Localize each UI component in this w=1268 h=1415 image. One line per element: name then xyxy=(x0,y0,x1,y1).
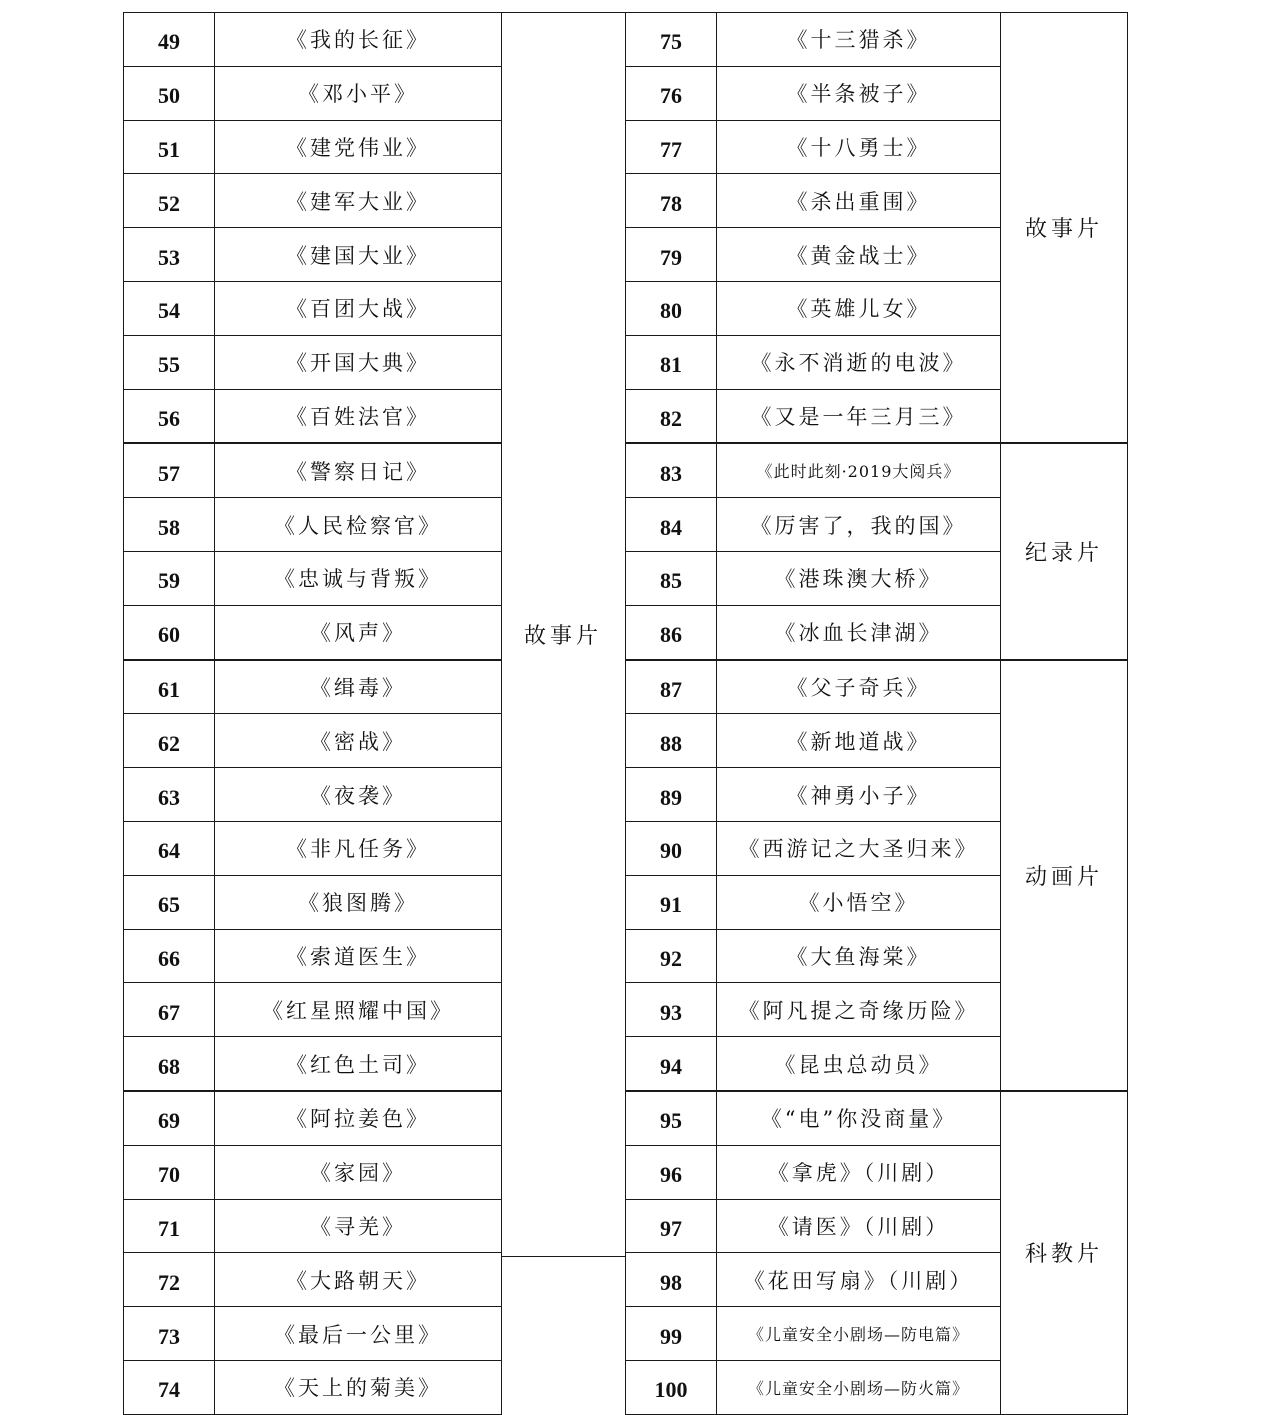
row-number: 55 xyxy=(124,335,215,389)
film-title: 《缉毒》 xyxy=(215,660,502,714)
film-title: 《冰血长津湖》 xyxy=(717,605,1001,659)
film-title: 《警察日记》 xyxy=(215,443,502,497)
table-row xyxy=(626,1091,1128,1145)
film-title: 《密战》 xyxy=(215,714,502,768)
row-number: 83 xyxy=(626,443,717,497)
row-number: 80 xyxy=(626,281,717,335)
table-row xyxy=(124,1253,502,1307)
row-number: 84 xyxy=(626,498,717,552)
table-row xyxy=(124,1360,502,1414)
category-documentary: 纪录片 xyxy=(1001,443,1128,659)
film-title: 《西游记之大圣归来》 xyxy=(717,821,1001,875)
film-title: 《父子奇兵》 xyxy=(717,660,1001,714)
row-number: 50 xyxy=(124,66,215,120)
film-title: 《杀出重围》 xyxy=(717,174,1001,228)
table-row xyxy=(124,174,502,228)
film-title: 《新地道战》 xyxy=(717,714,1001,768)
row-number: 68 xyxy=(124,1037,215,1091)
film-title: 《寻羌》 xyxy=(215,1199,502,1253)
table-row xyxy=(124,498,502,552)
film-title: 《拿虎》（川剧） xyxy=(717,1145,1001,1199)
table-row xyxy=(626,660,1128,714)
film-title: 《厉害了，我的国》 xyxy=(717,498,1001,552)
film-title: 《大鱼海棠》 xyxy=(717,929,1001,983)
film-title: 《建党伟业》 xyxy=(215,120,502,174)
row-number: 66 xyxy=(124,929,215,983)
table-row xyxy=(124,389,502,443)
row-number: 78 xyxy=(626,174,717,228)
film-title: 《我的长征》 xyxy=(215,13,502,67)
row-number: 85 xyxy=(626,551,717,605)
row-number: 81 xyxy=(626,335,717,389)
film-title: 《狼图腾》 xyxy=(215,875,502,929)
row-number: 97 xyxy=(626,1199,717,1253)
row-number: 57 xyxy=(124,443,215,497)
film-title: 《花田写扇》（川剧） xyxy=(717,1253,1001,1307)
table-row xyxy=(124,768,502,822)
table-row xyxy=(124,983,502,1037)
table-row xyxy=(124,821,502,875)
row-number: 49 xyxy=(124,13,215,67)
film-title: 《十三猎杀》 xyxy=(717,13,1001,67)
film-title: 《天上的菊美》 xyxy=(215,1360,502,1414)
row-number: 79 xyxy=(626,228,717,282)
row-number: 99 xyxy=(626,1307,717,1361)
category-story-left: 故事片 xyxy=(501,12,625,1257)
table-row xyxy=(124,281,502,335)
row-number: 91 xyxy=(626,875,717,929)
table-row xyxy=(124,929,502,983)
row-number: 52 xyxy=(124,174,215,228)
table-row xyxy=(124,1145,502,1199)
film-title: 《小悟空》 xyxy=(717,875,1001,929)
table-row xyxy=(124,13,502,67)
row-number: 70 xyxy=(124,1145,215,1199)
film-title: 《夜袭》 xyxy=(215,768,502,822)
film-title: 《百姓法官》 xyxy=(215,389,502,443)
table-row xyxy=(626,443,1128,497)
row-number: 75 xyxy=(626,13,717,67)
table-row xyxy=(124,228,502,282)
film-title: 《儿童安全小剧场—防电篇》 xyxy=(717,1307,1001,1361)
film-title: 《风声》 xyxy=(215,605,502,659)
row-number: 69 xyxy=(124,1091,215,1145)
film-title: 《此时此刻·2019大阅兵》 xyxy=(717,443,1001,497)
film-title: 《英雄儿女》 xyxy=(717,281,1001,335)
table-row xyxy=(124,551,502,605)
film-title: 《建军大业》 xyxy=(215,174,502,228)
row-number: 74 xyxy=(124,1360,215,1414)
table-row xyxy=(124,1091,502,1145)
film-title: 《索道医生》 xyxy=(215,929,502,983)
film-title: 《大路朝天》 xyxy=(215,1253,502,1307)
row-number: 67 xyxy=(124,983,215,1037)
row-number: 61 xyxy=(124,660,215,714)
film-title: 《阿拉姜色》 xyxy=(215,1091,502,1145)
film-title: 《昆虫总动员》 xyxy=(717,1037,1001,1091)
film-title: 《儿童安全小剧场—防火篇》 xyxy=(717,1360,1001,1414)
row-number: 62 xyxy=(124,714,215,768)
film-title: 《神勇小子》 xyxy=(717,768,1001,822)
row-number: 63 xyxy=(124,768,215,822)
film-title: 《十八勇士》 xyxy=(717,120,1001,174)
row-number: 56 xyxy=(124,389,215,443)
film-title: 《永不消逝的电波》 xyxy=(717,335,1001,389)
film-title: 《又是一年三月三》 xyxy=(717,389,1001,443)
table-row xyxy=(124,1307,502,1361)
table-row xyxy=(124,875,502,929)
film-title: 《半条被子》 xyxy=(717,66,1001,120)
row-number: 65 xyxy=(124,875,215,929)
row-number: 59 xyxy=(124,551,215,605)
film-title: 《红星照耀中国》 xyxy=(215,983,502,1037)
film-title: 《港珠澳大桥》 xyxy=(717,551,1001,605)
row-number: 88 xyxy=(626,714,717,768)
row-number: 77 xyxy=(626,120,717,174)
table-row xyxy=(124,1037,502,1091)
table-row xyxy=(124,66,502,120)
film-title: 《人民检察官》 xyxy=(215,498,502,552)
row-number: 87 xyxy=(626,660,717,714)
row-number: 58 xyxy=(124,498,215,552)
table-row xyxy=(124,605,502,659)
film-title: 《阿凡提之奇缘历险》 xyxy=(717,983,1001,1037)
table-row xyxy=(124,714,502,768)
row-number: 86 xyxy=(626,605,717,659)
table-row xyxy=(124,335,502,389)
film-table-right-body xyxy=(626,13,1128,1415)
table-row xyxy=(124,1199,502,1253)
row-number: 76 xyxy=(626,66,717,120)
film-title: 《非凡任务》 xyxy=(215,821,502,875)
film-title: 《邓小平》 xyxy=(215,66,502,120)
row-number: 53 xyxy=(124,228,215,282)
film-title: 《百团大战》 xyxy=(215,281,502,335)
row-number: 100 xyxy=(626,1360,717,1414)
film-table-left xyxy=(123,12,502,1415)
row-number: 82 xyxy=(626,389,717,443)
row-number: 54 xyxy=(124,281,215,335)
table-row xyxy=(626,13,1128,67)
row-number: 72 xyxy=(124,1253,215,1307)
film-title: 《开国大典》 xyxy=(215,335,502,389)
film-title: 《最后一公里》 xyxy=(215,1307,502,1361)
table-row xyxy=(124,443,502,497)
row-number: 89 xyxy=(626,768,717,822)
film-title: 《建国大业》 xyxy=(215,228,502,282)
row-number: 95 xyxy=(626,1091,717,1145)
row-number: 92 xyxy=(626,929,717,983)
table-row xyxy=(124,120,502,174)
film-title: 《红色土司》 xyxy=(215,1037,502,1091)
row-number: 93 xyxy=(626,983,717,1037)
category-animation: 动画片 xyxy=(1001,660,1128,1091)
film-title: 《家园》 xyxy=(215,1145,502,1199)
row-number: 60 xyxy=(124,605,215,659)
row-number: 71 xyxy=(124,1199,215,1253)
film-table-right xyxy=(625,12,1128,1415)
row-number: 90 xyxy=(626,821,717,875)
row-number: 51 xyxy=(124,120,215,174)
film-title: 《“电”你没商量》 xyxy=(717,1091,1001,1145)
row-number: 64 xyxy=(124,821,215,875)
row-number: 73 xyxy=(124,1307,215,1361)
category-story: 故事片 xyxy=(1001,13,1128,444)
row-number: 96 xyxy=(626,1145,717,1199)
film-title: 《忠诚与背叛》 xyxy=(215,551,502,605)
film-title: 《请医》（川剧） xyxy=(717,1199,1001,1253)
row-number: 94 xyxy=(626,1037,717,1091)
film-table-left-body xyxy=(124,13,502,1415)
film-title: 《黄金战士》 xyxy=(717,228,1001,282)
table-row xyxy=(124,660,502,714)
row-number: 98 xyxy=(626,1253,717,1307)
category-science: 科教片 xyxy=(1001,1091,1128,1414)
